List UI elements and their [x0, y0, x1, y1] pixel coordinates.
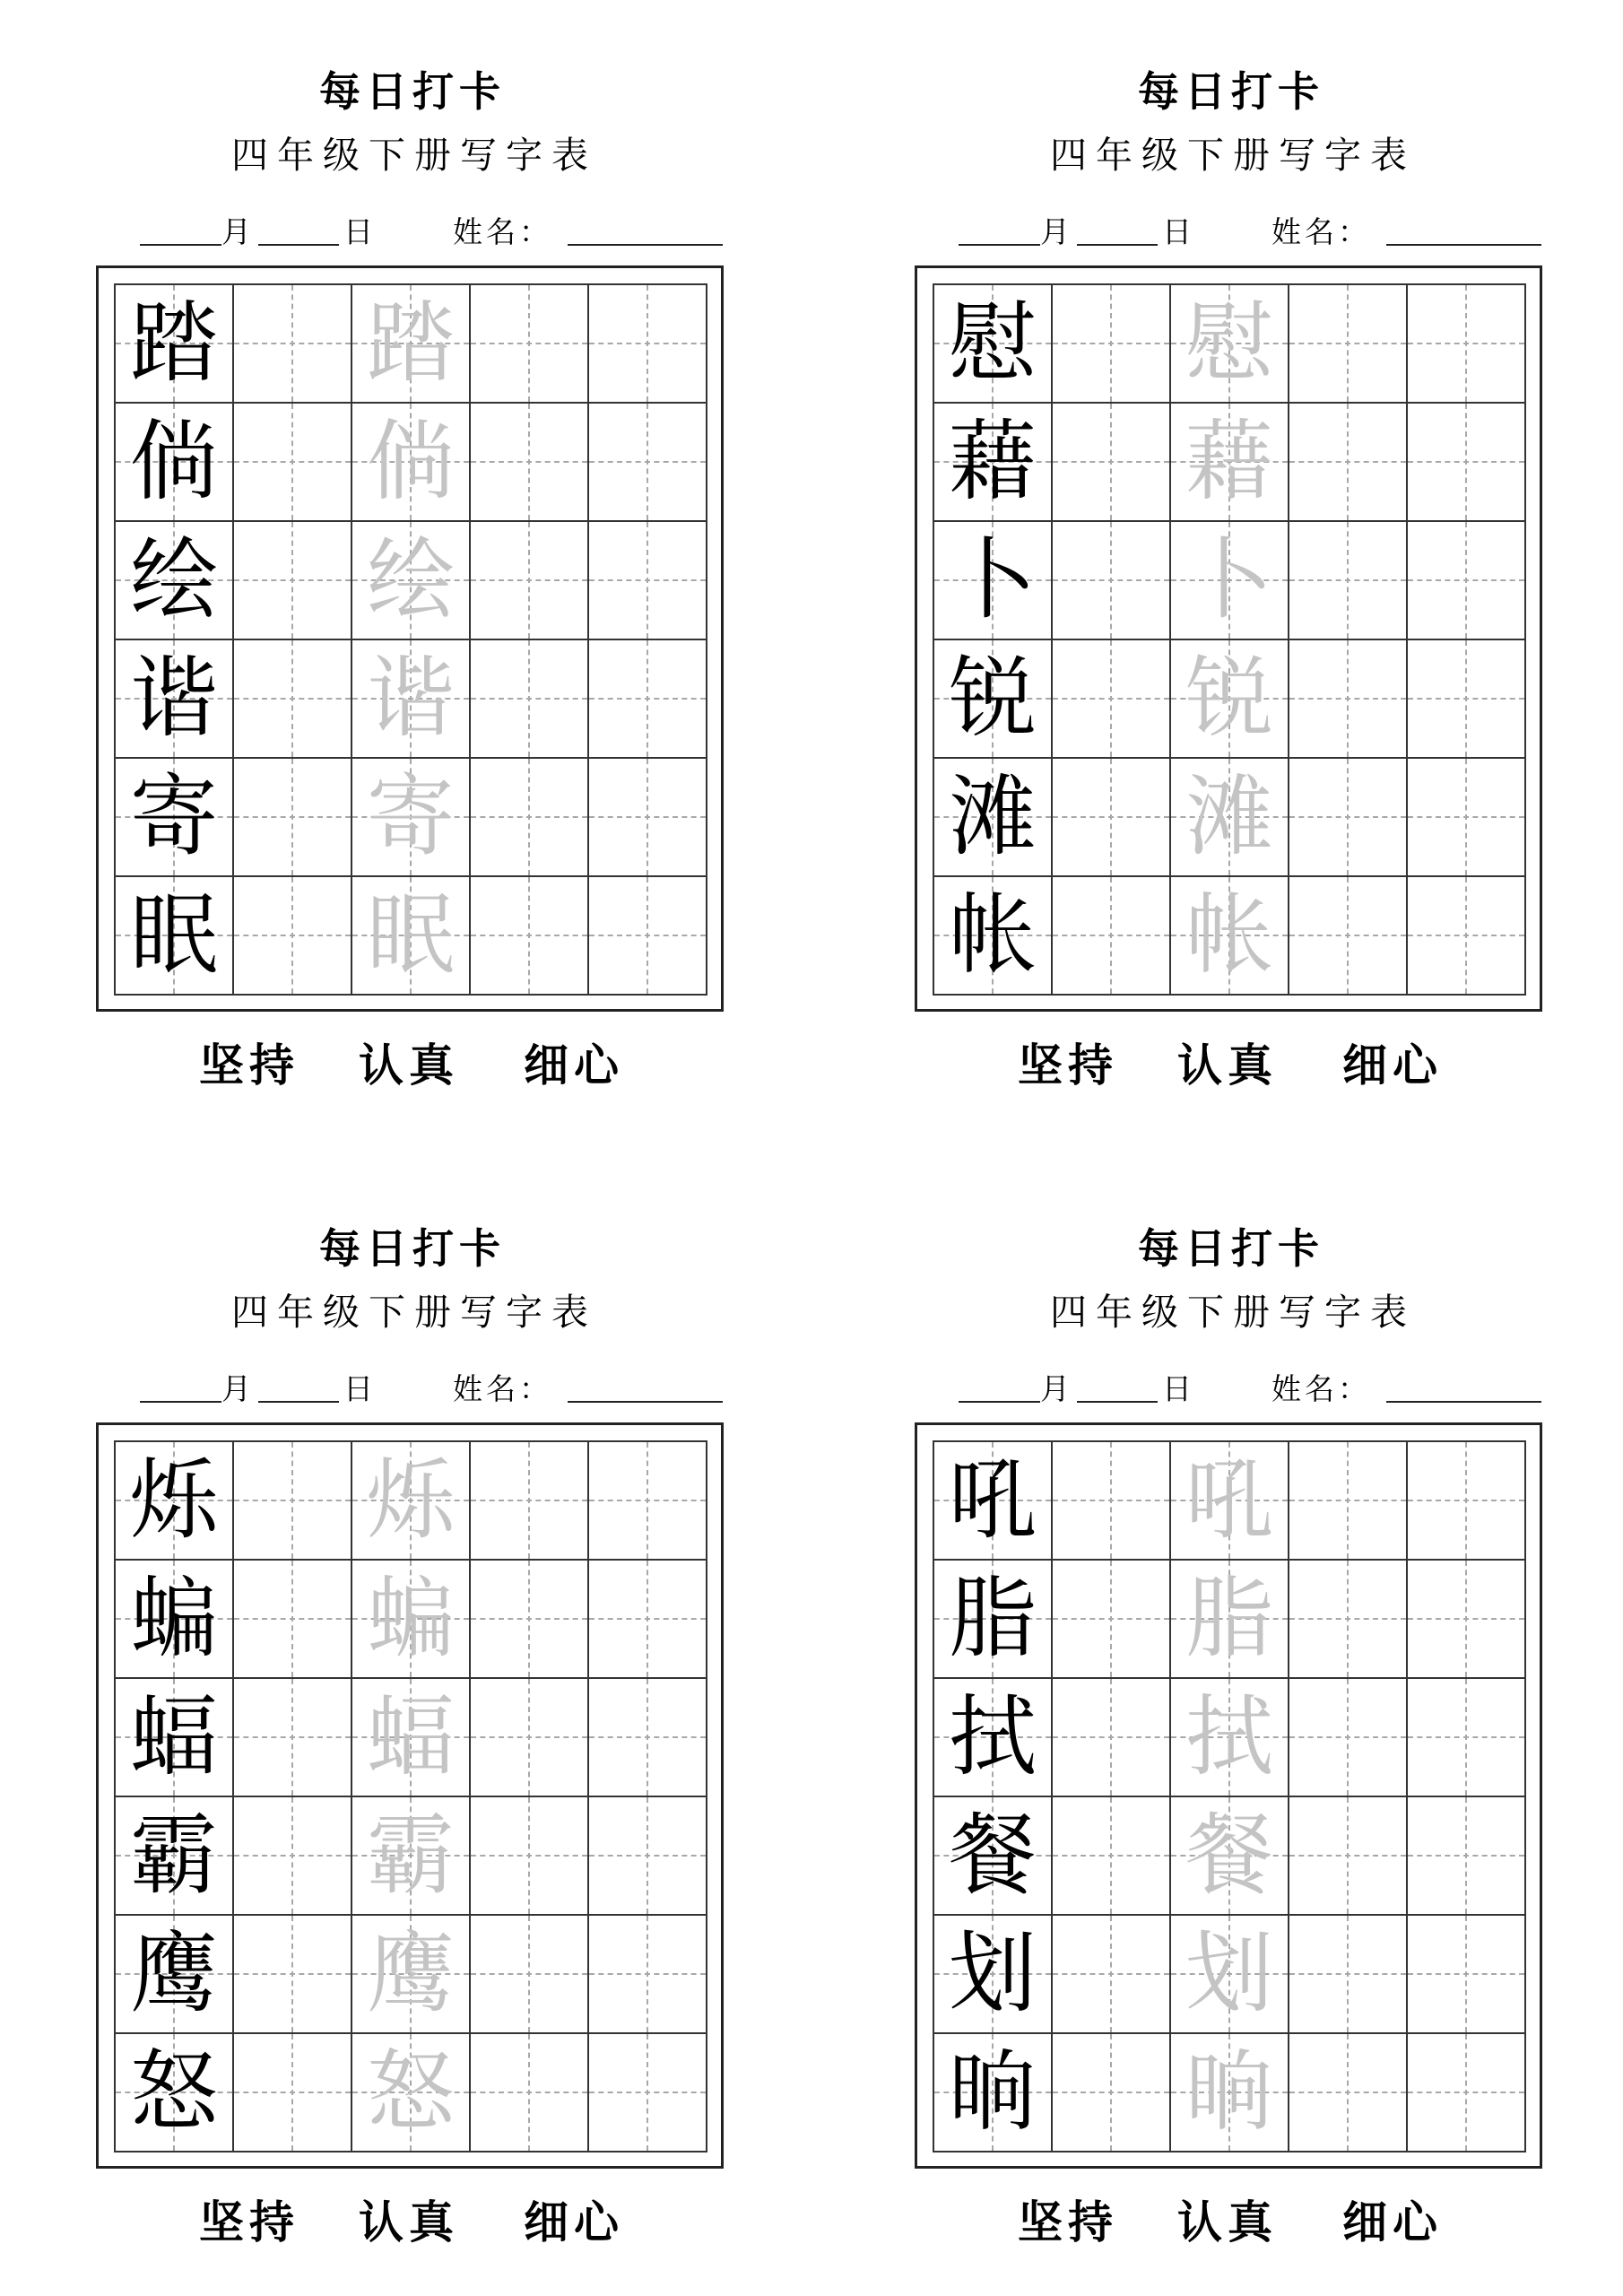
grid-cell — [352, 640, 471, 759]
grid-cell — [934, 1561, 1053, 1679]
grid-cell — [1053, 640, 1171, 759]
grid-cell — [116, 1561, 234, 1679]
grid-cell — [471, 2034, 589, 2152]
grid-cell — [1289, 404, 1408, 522]
card-title: 每日打卡 — [1138, 1224, 1324, 1273]
day-blank — [1077, 1401, 1158, 1403]
grid-cell — [589, 1797, 707, 1916]
grid-cell — [1408, 759, 1526, 877]
model-character: 划 — [948, 1923, 1037, 2025]
grid-cell — [589, 1442, 707, 1561]
grid-cell — [234, 759, 352, 877]
writing-grid — [114, 1440, 707, 2152]
grid-cell — [1289, 1561, 1408, 1679]
grid-cell — [1053, 1679, 1171, 1797]
grid-cell — [352, 522, 471, 640]
grid-cell — [234, 877, 352, 996]
model-character: 蝙 — [129, 1568, 218, 1670]
grid-cell — [471, 285, 589, 404]
trace-character: 藉 — [1185, 411, 1273, 513]
card-subtitle: 四年级下册写字表 — [231, 1291, 597, 1334]
grid-cell — [234, 1797, 352, 1916]
grid-cell — [352, 1679, 471, 1797]
trace-character: 踏 — [366, 292, 455, 395]
grid-cell — [116, 759, 234, 877]
grid-cell — [934, 522, 1053, 640]
grid-cell — [1171, 2034, 1289, 2152]
trace-character: 卜 — [1185, 529, 1273, 631]
grid-cell — [1408, 2034, 1526, 2152]
grid-cell — [1053, 1442, 1171, 1561]
grid-cell — [1171, 404, 1289, 522]
model-character: 踏 — [129, 292, 218, 395]
grid-cell — [471, 1916, 589, 2034]
trace-character: 锐 — [1185, 648, 1273, 750]
month-blank — [959, 244, 1040, 246]
grid-cell — [934, 1442, 1053, 1561]
name-label: 姓名： — [453, 1371, 552, 1406]
model-character: 怒 — [129, 2041, 218, 2144]
trace-character: 拭 — [1185, 1686, 1273, 1788]
month-blank — [140, 244, 221, 246]
grid-cell — [589, 1916, 707, 2034]
writing-grid — [933, 283, 1526, 996]
grid-cell — [352, 1442, 471, 1561]
grid-cell — [1408, 1561, 1526, 1679]
grid-cell — [1408, 285, 1526, 404]
grid-cell — [934, 759, 1053, 877]
grid-cell — [352, 877, 471, 996]
grid-cell — [116, 1916, 234, 2034]
grid-cell — [1289, 877, 1408, 996]
grid-cell — [1171, 877, 1289, 996]
model-character: 慰 — [948, 292, 1037, 395]
grid-cell — [352, 1561, 471, 1679]
writing-grid-frame — [915, 265, 1542, 1012]
grid-cell — [589, 759, 707, 877]
writing-grid — [114, 283, 707, 996]
model-character: 滩 — [948, 766, 1037, 868]
trace-character: 怒 — [366, 2041, 455, 2144]
day-blank — [1077, 244, 1158, 246]
trace-character: 餐 — [1185, 1805, 1273, 1907]
month-label: 月 — [221, 214, 251, 249]
grid-cell — [934, 877, 1053, 996]
day-blank — [258, 1401, 339, 1403]
month-label: 月 — [221, 1371, 251, 1406]
model-character: 谐 — [129, 648, 218, 750]
day-label: 日 — [343, 1371, 373, 1406]
month-blank — [959, 1401, 1040, 1403]
model-character: 吼 — [948, 1449, 1037, 1552]
practice-card — [96, 1157, 724, 2260]
trace-character: 吼 — [1185, 1449, 1273, 1552]
trace-character: 蝠 — [366, 1686, 455, 1788]
grid-cell — [934, 404, 1053, 522]
card-subtitle: 四年级下册写字表 — [231, 134, 597, 177]
day-blank — [258, 244, 339, 246]
month-label: 月 — [1040, 214, 1070, 249]
trace-character: 晌 — [1185, 2041, 1273, 2144]
card-subtitle: 四年级下册写字表 — [1050, 134, 1416, 177]
trace-character: 寄 — [366, 766, 455, 868]
grid-cell — [934, 1916, 1053, 2034]
day-label: 日 — [1162, 1371, 1192, 1406]
motto-word: 认真 — [359, 1039, 459, 1091]
grid-cell — [1053, 1916, 1171, 2034]
grid-cell — [934, 1797, 1053, 1916]
day-label: 日 — [343, 214, 373, 249]
name-blank — [1386, 1401, 1541, 1403]
practice-card — [915, 0, 1542, 1103]
grid-cell — [934, 1679, 1053, 1797]
month-blank — [140, 1401, 221, 1403]
grid-cell — [1171, 1442, 1289, 1561]
writing-grid-frame — [915, 1422, 1542, 2169]
grid-cell — [471, 1797, 589, 1916]
trace-character: 眠 — [366, 884, 455, 987]
day-label: 日 — [1162, 214, 1192, 249]
trace-character: 慰 — [1185, 292, 1273, 395]
grid-cell — [1289, 1442, 1408, 1561]
trace-character: 蝙 — [366, 1568, 455, 1670]
grid-cell — [1053, 877, 1171, 996]
motto-word: 细心 — [524, 2196, 624, 2248]
grid-cell — [234, 1561, 352, 1679]
writing-grid — [933, 1440, 1526, 2152]
grid-cell — [352, 1916, 471, 2034]
grid-cell — [1408, 522, 1526, 640]
writing-grid-frame — [96, 265, 724, 1012]
grid-cell — [1289, 1797, 1408, 1916]
grid-cell — [234, 640, 352, 759]
name-label: 姓名： — [453, 214, 552, 249]
grid-cell — [589, 877, 707, 996]
model-character: 晌 — [948, 2041, 1037, 2144]
practice-card — [915, 1157, 1542, 2260]
grid-cell — [1053, 759, 1171, 877]
grid-cell — [352, 404, 471, 522]
grid-cell — [234, 404, 352, 522]
motto-word: 认真 — [1177, 1039, 1278, 1091]
practice-card — [96, 0, 724, 1103]
motto-word: 坚持 — [199, 2196, 299, 2248]
card-title: 每日打卡 — [1138, 67, 1324, 116]
model-character: 脂 — [948, 1568, 1037, 1670]
motto-word: 细心 — [1342, 1039, 1443, 1091]
grid-cell — [116, 1442, 234, 1561]
model-character: 卜 — [948, 529, 1037, 631]
model-character: 拭 — [948, 1686, 1037, 1788]
grid-cell — [116, 285, 234, 404]
grid-cell — [1053, 1797, 1171, 1916]
grid-cell — [234, 1916, 352, 2034]
grid-cell — [471, 1561, 589, 1679]
grid-cell — [471, 640, 589, 759]
grid-cell — [116, 1679, 234, 1797]
card-title: 每日打卡 — [319, 1224, 506, 1273]
grid-cell — [1289, 285, 1408, 404]
grid-cell — [1171, 640, 1289, 759]
trace-character: 脂 — [1185, 1568, 1273, 1670]
grid-cell — [1171, 759, 1289, 877]
grid-cell — [934, 640, 1053, 759]
grid-cell — [1289, 1916, 1408, 2034]
grid-cell — [1053, 1561, 1171, 1679]
grid-cell — [1171, 1679, 1289, 1797]
model-character: 餐 — [948, 1805, 1037, 1907]
grid-cell — [116, 640, 234, 759]
trace-character: 霸 — [366, 1805, 455, 1907]
trace-character: 滩 — [1185, 766, 1273, 868]
name-blank — [568, 1401, 723, 1403]
grid-cell — [471, 404, 589, 522]
trace-character: 划 — [1185, 1923, 1273, 2025]
trace-character: 烁 — [366, 1449, 455, 1552]
grid-cell — [352, 2034, 471, 2152]
name-blank — [568, 244, 723, 246]
grid-cell — [1171, 522, 1289, 640]
grid-cell — [1289, 2034, 1408, 2152]
motto-word: 坚持 — [1018, 2196, 1118, 2248]
grid-cell — [234, 285, 352, 404]
grid-cell — [1408, 1679, 1526, 1797]
grid-cell — [589, 1561, 707, 1679]
grid-cell — [234, 2034, 352, 2152]
name-blank — [1386, 244, 1541, 246]
grid-cell — [116, 2034, 234, 2152]
grid-cell — [471, 522, 589, 640]
grid-cell — [1289, 1679, 1408, 1797]
grid-cell — [234, 1442, 352, 1561]
month-label: 月 — [1040, 1371, 1070, 1406]
motto-word: 坚持 — [1018, 1039, 1118, 1091]
grid-cell — [352, 1797, 471, 1916]
motto-word: 坚持 — [199, 1039, 299, 1091]
grid-cell — [589, 1679, 707, 1797]
grid-cell — [1053, 404, 1171, 522]
grid-cell — [471, 1442, 589, 1561]
grid-cell — [589, 285, 707, 404]
model-character: 烁 — [129, 1449, 218, 1552]
trace-character: 绘 — [366, 529, 455, 631]
grid-cell — [1408, 1916, 1526, 2034]
grid-cell — [589, 522, 707, 640]
grid-cell — [1289, 759, 1408, 877]
grid-cell — [1289, 522, 1408, 640]
grid-cell — [1171, 1561, 1289, 1679]
grid-cell — [234, 1679, 352, 1797]
grid-cell — [1289, 640, 1408, 759]
grid-cell — [1171, 285, 1289, 404]
grid-cell — [352, 285, 471, 404]
grid-cell — [934, 285, 1053, 404]
name-label: 姓名： — [1271, 214, 1371, 249]
motto-word: 细心 — [1342, 2196, 1443, 2248]
grid-cell — [116, 404, 234, 522]
model-character: 倘 — [129, 411, 218, 513]
grid-cell — [352, 759, 471, 877]
grid-cell — [234, 522, 352, 640]
motto-word: 认真 — [359, 2196, 459, 2248]
model-character: 藉 — [948, 411, 1037, 513]
grid-cell — [1408, 1797, 1526, 1916]
grid-cell — [589, 2034, 707, 2152]
grid-cell — [1408, 640, 1526, 759]
grid-cell — [1053, 2034, 1171, 2152]
model-character: 锐 — [948, 648, 1037, 750]
card-subtitle: 四年级下册写字表 — [1050, 1291, 1416, 1334]
grid-cell — [1053, 522, 1171, 640]
grid-cell — [1408, 404, 1526, 522]
motto-word: 细心 — [524, 1039, 624, 1091]
grid-cell — [471, 759, 589, 877]
writing-grid-frame — [96, 1422, 724, 2169]
model-character: 霸 — [129, 1805, 218, 1907]
model-character: 寄 — [129, 766, 218, 868]
grid-cell — [589, 640, 707, 759]
grid-cell — [1408, 877, 1526, 996]
card-title: 每日打卡 — [319, 67, 506, 116]
grid-cell — [471, 877, 589, 996]
grid-cell — [1408, 1442, 1526, 1561]
trace-character: 帐 — [1185, 884, 1273, 987]
grid-cell — [116, 1797, 234, 1916]
grid-cell — [1171, 1916, 1289, 2034]
model-character: 眠 — [129, 884, 218, 987]
model-character: 鹰 — [129, 1923, 218, 2025]
grid-cell — [1171, 1797, 1289, 1916]
trace-character: 鹰 — [366, 1923, 455, 2025]
motto-word: 认真 — [1177, 2196, 1278, 2248]
grid-cell — [1053, 285, 1171, 404]
grid-cell — [589, 404, 707, 522]
model-character: 帐 — [948, 884, 1037, 987]
grid-cell — [116, 877, 234, 996]
name-label: 姓名： — [1271, 1371, 1371, 1406]
trace-character: 谐 — [366, 648, 455, 750]
model-character: 蝠 — [129, 1686, 218, 1788]
model-character: 绘 — [129, 529, 218, 631]
grid-cell — [934, 2034, 1053, 2152]
grid-cell — [471, 1679, 589, 1797]
grid-cell — [116, 522, 234, 640]
trace-character: 倘 — [366, 411, 455, 513]
